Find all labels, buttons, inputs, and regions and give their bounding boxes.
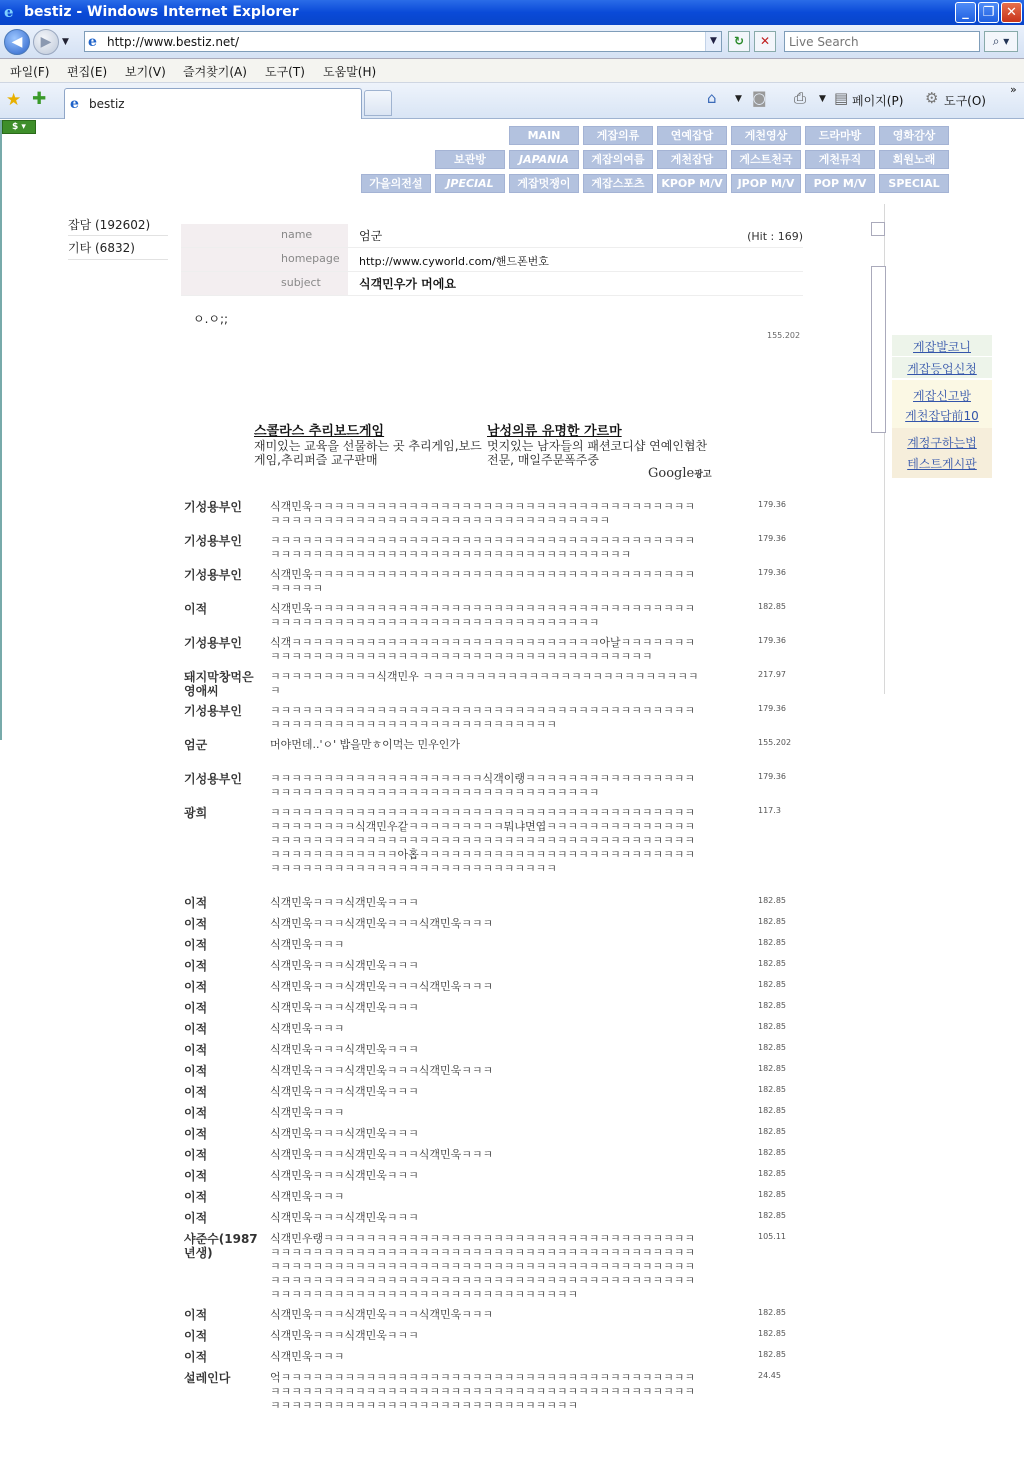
category-chat[interactable]: 잡담 (192602) <box>68 216 168 236</box>
comment-text: 식객민욱ㅋㅋㅋ <box>270 1350 345 1363</box>
comment-text: 식객민욱ㅋㅋㅋㅋㅋㅋㅋㅋㅋㅋㅋㅋㅋㅋㅋㅋㅋㅋㅋㅋㅋㅋㅋㅋㅋㅋㅋㅋㅋㅋㅋㅋㅋㅋㅋㅋㅋㅋㅋㅋㅋ <box>270 568 696 595</box>
window-title: bestiz - Windows Internet Explorer <box>24 4 299 20</box>
stop-icon[interactable]: ✕ <box>754 31 776 52</box>
comment-ip: 24.45 <box>758 1371 781 1380</box>
tab-page-icon: e <box>70 96 79 112</box>
comment-author: 이적 <box>184 959 208 973</box>
nav-pop-mv[interactable]: POP M/V <box>805 174 875 193</box>
address-toolbar <box>0 25 1024 59</box>
post-body: ㅇ.ㅇ;; <box>193 312 229 326</box>
history-dropdown-icon[interactable]: ▼ <box>62 37 69 47</box>
ad-block-1[interactable] <box>254 425 484 467</box>
comment-text: 식객민욱ㅋㅋㅋ식객민욱ㅋㅋㅋ식객민욱ㅋㅋㅋ <box>270 980 494 993</box>
nav-summer[interactable]: 게잡의여름 <box>583 150 653 169</box>
comment-text: 식객민욱ㅋㅋㅋ <box>270 1106 345 1119</box>
comment-text: 식객민욱ㅋㅋㅋ식객민욱ㅋㅋㅋ식객민욱ㅋㅋㅋ <box>270 1148 494 1161</box>
comment-author: 이적 <box>184 1211 208 1225</box>
comment-text: 식객민욱ㅋㅋㅋ <box>270 1190 345 1203</box>
comment-text: 식객민욱ㅋㅋㅋ식객민욱ㅋㅋㅋ <box>270 1127 419 1140</box>
comment-author: 이적 <box>184 1085 208 1099</box>
comment-text: ㅋㅋㅋㅋㅋㅋㅋㅋㅋㅋㅋㅋㅋㅋㅋㅋㅋㅋㅋㅋ식객이랭ㅋㅋㅋㅋㅋㅋㅋㅋㅋㅋㅋㅋㅋㅋㅋㅋㅋㅋㅋㅋㅋㅋㅋㅋㅋㅋㅋㅋㅋㅋㅋㅋㅋㅋㅋㅋㅋㅋㅋㅋㅋㅋㅋㅋㅋㅋㅋ <box>270 772 696 799</box>
comment-ip: 182.85 <box>758 959 786 968</box>
comment-text: 식객민욱ㅋㅋㅋ식객민욱ㅋㅋㅋ식객민욱ㅋㅋㅋ <box>270 917 494 930</box>
comment-text: ㅋㅋㅋㅋㅋㅋㅋㅋㅋㅋㅋㅋㅋㅋㅋㅋㅋㅋㅋㅋㅋㅋㅋㅋㅋㅋㅋㅋㅋㅋㅋㅋㅋㅋㅋㅋㅋㅋㅋㅋㅋㅋㅋㅋㅋㅋㅋㅋ식객민우같ㅋㅋㅋㅋㅋㅋㅋㅋㅋ뭐냐면엽ㅋㅋㅋㅋㅋㅋㅋㅋㅋㅋㅋㅋㅋㅋㅋㅋㅋㅋㅋㅋㅋㅋㅋㅋㅋㅋㅋㅋㅋㅋㅋㅋㅋㅋㅋㅋㅋㅋㅋㅋㅋㅋㅋㅋㅋㅋㅋㅋㅋㅋㅋㅋㅋㅋㅋㅋㅋㅋㅋㅋㅋㅋㅋㅋㅋㅋ아홉ㅋㅋㅋㅋㅋㅋㅋㅋㅋㅋㅋㅋㅋㅋㅋㅋㅋㅋㅋㅋㅋㅋㅋㅋㅋㅋㅋㅋㅋㅋㅋㅋㅋㅋㅋㅋㅋㅋㅋㅋㅋㅋㅋㅋㅋㅋㅋㅋㅋㅋㅋㅋㅋ <box>270 806 696 875</box>
comment-text: 식객민욱ㅋㅋㅋ식객민욱ㅋㅋㅋ <box>270 959 419 972</box>
ad-block-2[interactable] <box>487 425 717 467</box>
side-link-level-up[interactable]: 게잡등업신청 <box>892 357 992 378</box>
ie-logo-icon: e <box>4 3 14 21</box>
side-link-report[interactable] <box>892 380 992 428</box>
close-button[interactable]: ✕ <box>1001 2 1022 23</box>
comment-ip: 179.36 <box>758 500 786 509</box>
comment-author: 이적 <box>184 1064 208 1078</box>
nav-member-song[interactable]: 회원노래 <box>879 150 949 169</box>
comment-author: 이적 <box>184 1001 208 1015</box>
right-scroll-frame <box>871 266 886 433</box>
comment-ip: 179.36 <box>758 636 786 645</box>
ad-text: 재미있는 교육을 선물하는 곳 추리게임,보드게임,추리퍼즐 교구판매 <box>254 439 482 467</box>
left-frame-edge <box>0 120 2 740</box>
post-homepage[interactable]: http://www.cyworld.com/핸드폰번호 <box>359 255 549 268</box>
comment-author: 기성용부인 <box>184 568 242 582</box>
nav-jpop-mv[interactable]: JPOP M/V <box>731 174 801 193</box>
print-dropdown-icon[interactable]: ▼ <box>819 94 826 104</box>
comment-author: 기성용부인 <box>184 704 242 718</box>
comment-text: 식객민욱ㅋㅋㅋ식객민욱ㅋㅋㅋ <box>270 896 419 909</box>
comment-author: 이적 <box>184 1106 208 1120</box>
comment-text: 식객민욱ㅋㅋㅋ <box>270 938 345 951</box>
comment-author: 이적 <box>184 1329 208 1343</box>
address-dropdown-icon[interactable]: ▼ <box>705 32 721 51</box>
comment-text: 식객민욱ㅋㅋㅋ식객민욱ㅋㅋㅋ식객민욱ㅋㅋㅋ <box>270 1064 494 1077</box>
comment-author: 이적 <box>184 1127 208 1141</box>
comment-ip: 182.85 <box>758 1308 786 1317</box>
google-label: Google <box>648 466 695 481</box>
comment-ip: 179.36 <box>758 704 786 713</box>
nav-drama[interactable]: 드라마방 <box>805 126 875 145</box>
home-icon[interactable]: ⌂ <box>707 89 717 107</box>
menu-edit[interactable]: 편집(E) <box>67 65 108 79</box>
post-name-row <box>181 224 803 248</box>
menu-help[interactable]: 도움말(H) <box>323 65 377 79</box>
nav-archive[interactable]: 보관방 <box>435 150 505 169</box>
comment-author: 이적 <box>184 1308 208 1322</box>
comment-ip: 182.85 <box>758 938 786 947</box>
comment-text: 식객민욱ㅋㅋㅋ식객민욱ㅋㅋㅋ <box>270 1211 419 1224</box>
nav-celeb-talk[interactable]: 연예잡담 <box>657 126 727 145</box>
ads-suffix: 광고 <box>694 470 712 480</box>
menu-file[interactable]: 파일(F) <box>10 65 50 79</box>
chevron-more-icon[interactable]: » <box>1010 83 1017 96</box>
side-link-report-label[interactable]: 게잡신고방 <box>913 389 971 403</box>
ad-title[interactable]: 남성의류 유명한 가르마 <box>487 424 622 439</box>
popup-blocker-icon[interactable]: $ ▾ <box>2 120 36 134</box>
comment-author: 이적 <box>184 896 208 910</box>
add-favorite-icon[interactable]: ✚ <box>32 89 47 109</box>
comment-text: ㅋㅋㅋㅋㅋㅋㅋㅋㅋㅋㅋㅋㅋㅋㅋㅋㅋㅋㅋㅋㅋㅋㅋㅋㅋㅋㅋㅋㅋㅋㅋㅋㅋㅋㅋㅋㅋㅋㅋㅋㅋㅋㅋㅋㅋㅋㅋㅋㅋㅋㅋㅋㅋㅋㅋㅋㅋㅋㅋㅋㅋㅋㅋㅋㅋㅋㅋ <box>270 704 696 731</box>
home-dropdown-icon[interactable]: ▼ <box>735 94 742 104</box>
nav-special[interactable]: SPECIAL <box>879 174 949 193</box>
nav-sports[interactable]: 게잡스포츠 <box>583 174 653 193</box>
side-link-account-label[interactable]: 계정구하는법 <box>907 436 977 450</box>
comment-ip: 182.85 <box>758 1022 786 1031</box>
comment-ip: 182.85 <box>758 602 786 611</box>
comment-author: 이적 <box>184 1148 208 1162</box>
menu-tools[interactable]: 도구(T) <box>265 65 305 79</box>
comment-ip: 182.85 <box>758 1001 786 1010</box>
forward-button[interactable]: ▶ <box>33 29 59 55</box>
page-menu-icon: ▤ <box>834 89 849 107</box>
right-checkbox[interactable] <box>871 222 885 236</box>
address-url[interactable]: http://www.bestiz.net/ <box>107 35 240 49</box>
comment-text: 식객민욱ㅋㅋㅋㅋㅋㅋㅋㅋㅋㅋㅋㅋㅋㅋㅋㅋㅋㅋㅋㅋㅋㅋㅋㅋㅋㅋㅋㅋㅋㅋㅋㅋㅋㅋㅋㅋㅋㅋㅋㅋㅋㅋㅋㅋㅋㅋㅋㅋㅋㅋㅋㅋㅋㅋㅋㅋㅋㅋㅋㅋㅋㅋㅋㅋㅋㅋㅋ <box>270 602 696 629</box>
comment-author: 이적 <box>184 1190 208 1204</box>
comment-author: 이적 <box>184 938 208 952</box>
comment-text: 식객민욱ㅋㅋㅋ식객민욱ㅋㅋㅋ <box>270 1001 419 1014</box>
comment-ip: 182.85 <box>758 1064 786 1073</box>
nav-autumn[interactable]: 가을의전설 <box>361 174 431 193</box>
nav-jpecial[interactable]: JPECIAL <box>435 174 505 193</box>
search-icon[interactable]: ⌕ ▾ <box>984 31 1018 52</box>
address-field[interactable] <box>84 31 722 52</box>
comment-text: 머야먼데..'ㅇ' 밥을만ㅎ이먹는 민우인가 <box>270 738 461 751</box>
comment-ip: 179.36 <box>758 568 786 577</box>
favorites-star-icon[interactable]: ★ <box>6 90 22 110</box>
comment-author: 설레인다 <box>184 1371 231 1385</box>
post-subject-row <box>181 272 803 296</box>
maximize-button[interactable]: ❐ <box>978 2 999 23</box>
comment-ip: 182.85 <box>758 1127 786 1136</box>
category-etc[interactable]: 기타 (6832) <box>68 239 168 260</box>
new-tab-button[interactable] <box>364 90 392 116</box>
print-icon[interactable]: ⎙ <box>794 89 807 107</box>
comment-ip: 182.85 <box>758 917 786 926</box>
comment-text: 식객민욱ㅋㅋㅋ식객민욱ㅋㅋㅋ <box>270 1169 419 1182</box>
comment-ip: 155.202 <box>758 738 792 747</box>
nav-japania[interactable]: JAPANIA <box>509 150 579 169</box>
page-icon: e <box>88 34 97 50</box>
comment-author: 기성용부인 <box>184 534 242 548</box>
comment-ip: 182.85 <box>758 1329 786 1338</box>
homepage-label: homepage <box>181 248 348 271</box>
minimize-button[interactable]: _ <box>955 2 976 23</box>
nav-clothes[interactable]: 게잡의류 <box>583 126 653 145</box>
ad-text: 멋지있는 남자들의 패션코디샵 연예인협찬 전문, 매일주문폭주중 <box>487 439 708 467</box>
search-input[interactable] <box>784 31 980 52</box>
window-titlebar <box>0 0 1024 25</box>
nav-chat[interactable]: 게천잡담 <box>657 150 727 169</box>
side-link-test-board[interactable]: 테스트게시판 <box>907 457 977 471</box>
comment-author: 이적 <box>184 602 208 616</box>
comment-ip: 117.3 <box>758 806 781 815</box>
comment-author: 이적 <box>184 1169 208 1183</box>
comment-text: 식객민욱ㅋㅋㅋ식객민욱ㅋㅋㅋ <box>270 1043 419 1056</box>
side-link-top10[interactable]: 게천잡담前10 <box>905 409 979 423</box>
comment-author: 광희 <box>184 806 208 820</box>
comment-ip: 182.85 <box>758 1190 786 1199</box>
menu-view[interactable]: 보기(V) <box>125 65 166 79</box>
comment-ip: 182.85 <box>758 1148 786 1157</box>
post-subject: 식객민우가 머에요 <box>359 277 456 291</box>
post-ip: 155.202 <box>767 331 801 340</box>
post-author: 엄군 <box>359 229 383 243</box>
tab-bestiz[interactable] <box>64 88 362 119</box>
comment-ip: 217.97 <box>758 670 786 679</box>
nav-kpop-mv[interactable]: KPOP M/V <box>657 174 727 193</box>
comment-ip: 182.85 <box>758 896 786 905</box>
tab-label: bestiz <box>89 97 125 111</box>
google-ads-label[interactable] <box>648 466 712 481</box>
comment-author: 이적 <box>184 980 208 994</box>
comment-text: 식객민욱ㅋㅋㅋ식객민욱ㅋㅋㅋ식객민욱ㅋㅋㅋ <box>270 1308 494 1321</box>
comment-author: 샤준수(1987년생) <box>184 1232 258 1260</box>
comment-text: 식객민욱ㅋㅋㅋㅋㅋㅋㅋㅋㅋㅋㅋㅋㅋㅋㅋㅋㅋㅋㅋㅋㅋㅋㅋㅋㅋㅋㅋㅋㅋㅋㅋㅋㅋㅋㅋㅋㅋㅋㅋㅋㅋㅋㅋㅋㅋㅋㅋㅋㅋㅋㅋㅋㅋㅋㅋㅋㅋㅋㅋㅋㅋㅋㅋㅋㅋㅋㅋㅋ <box>270 500 696 527</box>
feeds-icon[interactable]: ◙ <box>752 89 767 107</box>
comment-text: ㅋㅋㅋㅋㅋㅋㅋㅋㅋㅋ식객민우 ㅋㅋㅋㅋㅋㅋㅋㅋㅋㅋㅋㅋㅋㅋㅋㅋㅋㅋㅋㅋㅋㅋㅋㅋㅋㅋㅋ <box>270 670 699 697</box>
comment-text: 식객민우랭ㅋㅋㅋㅋㅋㅋㅋㅋㅋㅋㅋㅋㅋㅋㅋㅋㅋㅋㅋㅋㅋㅋㅋㅋㅋㅋㅋㅋㅋㅋㅋㅋㅋㅋㅋㅋㅋㅋㅋㅋㅋㅋㅋㅋㅋㅋㅋㅋㅋㅋㅋㅋㅋㅋㅋㅋㅋㅋㅋㅋㅋㅋㅋㅋㅋㅋㅋㅋㅋㅋㅋㅋㅋㅋㅋㅋㅋㅋㅋㅋㅋㅋㅋㅋㅋㅋㅋㅋㅋㅋㅋㅋㅋㅋㅋㅋㅋㅋㅋㅋㅋㅋㅋㅋㅋㅋㅋㅋㅋㅋㅋㅋㅋㅋㅋㅋㅋㅋㅋㅋㅋㅋㅋㅋㅋㅋㅋㅋㅋㅋㅋㅋㅋㅋㅋㅋㅋㅋㅋㅋㅋㅋㅋㅋㅋㅋㅋㅋㅋㅋㅋㅋㅋㅋㅋㅋㅋㅋㅋㅋㅋㅋㅋㅋㅋㅋㅋㅋㅋㅋㅋㅋㅋㅋㅋㅋㅋㅋㅋㅋㅋㅋㅋㅋ <box>270 1232 696 1301</box>
comment-ip: 182.85 <box>758 1043 786 1052</box>
comment-author: 이적 <box>184 917 208 931</box>
comment-ip: 182.85 <box>758 1211 786 1220</box>
subject-label: subject <box>181 272 348 295</box>
side-link-account[interactable] <box>892 428 992 478</box>
hit-count: (Hit : 169) <box>747 230 803 243</box>
ad-title[interactable]: 스콜라스 추리보드게임 <box>254 424 385 439</box>
refresh-icon[interactable]: ↻ <box>728 31 750 52</box>
page-menu[interactable]: 페이지(P) <box>852 94 904 108</box>
comment-ip: 105.11 <box>758 1232 786 1241</box>
tools-menu[interactable]: 도구(O) <box>944 94 986 108</box>
side-link-balcony[interactable]: 게잡발코니 <box>892 335 992 356</box>
post-homepage-row <box>181 248 803 272</box>
comment-author: 기성용부인 <box>184 772 242 786</box>
comment-ip: 179.36 <box>758 534 786 543</box>
comment-author: 기성용부인 <box>184 636 242 650</box>
menu-favorites[interactable]: 즐겨찾기(A) <box>183 65 247 79</box>
comment-text: 식객ㅋㅋㅋㅋㅋㅋㅋㅋㅋㅋㅋㅋㅋㅋㅋㅋㅋㅋㅋㅋㅋㅋㅋㅋㅋㅋㅋㅋㅋ아날ㅋㅋㅋㅋㅋㅋㅋㅋㅋㅋㅋㅋㅋㅋㅋㅋㅋㅋㅋㅋㅋㅋㅋㅋㅋㅋㅋㅋㅋㅋㅋㅋㅋㅋㅋㅋㅋㅋㅋㅋㅋㅋㅋ <box>270 636 696 663</box>
comment-author: 기성용부인 <box>184 500 242 514</box>
comment-author: 이적 <box>184 1043 208 1057</box>
comment-text: 식객민욱ㅋㅋㅋ식객민욱ㅋㅋㅋ <box>270 1085 419 1098</box>
comment-ip: 182.85 <box>758 1350 786 1359</box>
comment-ip: 179.36 <box>758 772 786 781</box>
back-button[interactable]: ◀ <box>4 29 30 55</box>
comment-author: 돼지막창먹은 영애씨 <box>184 670 254 698</box>
comment-text: ㅋㅋㅋㅋㅋㅋㅋㅋㅋㅋㅋㅋㅋㅋㅋㅋㅋㅋㅋㅋㅋㅋㅋㅋㅋㅋㅋㅋㅋㅋㅋㅋㅋㅋㅋㅋㅋㅋㅋㅋㅋㅋㅋㅋㅋㅋㅋㅋㅋㅋㅋㅋㅋㅋㅋㅋㅋㅋㅋㅋㅋㅋㅋㅋㅋㅋㅋㅋㅋㅋㅋㅋㅋㅋ <box>270 534 696 561</box>
comment-ip: 182.85 <box>758 1106 786 1115</box>
tab-bar <box>0 83 1024 119</box>
comment-author: 이적 <box>184 1350 208 1364</box>
name-label: name <box>181 224 348 247</box>
nav-movie[interactable]: 영화감상 <box>879 126 949 145</box>
nav-guest[interactable]: 게스트천국 <box>731 150 801 169</box>
page-content <box>0 120 1024 1476</box>
comment-author: 이적 <box>184 1022 208 1036</box>
comment-text: 식객민욱ㅋㅋㅋ식객민욱ㅋㅋㅋ <box>270 1329 419 1342</box>
comment-author: 엄군 <box>184 738 208 752</box>
gear-icon: ⚙ <box>925 89 939 107</box>
comment-ip: 182.85 <box>758 1169 786 1178</box>
comment-ip: 182.85 <box>758 1085 786 1094</box>
comment-text: 식객민욱ㅋㅋㅋ <box>270 1022 345 1035</box>
nav-fashion[interactable]: 게잡멋쟁이 <box>509 174 579 193</box>
nav-main[interactable]: MAIN <box>509 126 579 145</box>
nav-music[interactable]: 게천뮤직 <box>805 150 875 169</box>
comment-text: 억ㅋㅋㅋㅋㅋㅋㅋㅋㅋㅋㅋㅋㅋㅋㅋㅋㅋㅋㅋㅋㅋㅋㅋㅋㅋㅋㅋㅋㅋㅋㅋㅋㅋㅋㅋㅋㅋㅋㅋㅋㅋㅋㅋㅋㅋㅋㅋㅋㅋㅋㅋㅋㅋㅋㅋㅋㅋㅋㅋㅋㅋㅋㅋㅋㅋㅋㅋㅋㅋㅋㅋㅋㅋㅋㅋㅋㅋㅋㅋㅋㅋㅋㅋㅋㅋㅋㅋㅋㅋㅋㅋㅋㅋㅋㅋㅋㅋㅋㅋㅋㅋㅋㅋㅋㅋㅋㅋㅋ <box>270 1371 696 1412</box>
comment-ip: 182.85 <box>758 980 786 989</box>
nav-video[interactable]: 게천영상 <box>731 126 801 145</box>
menu-bar <box>0 59 1024 83</box>
